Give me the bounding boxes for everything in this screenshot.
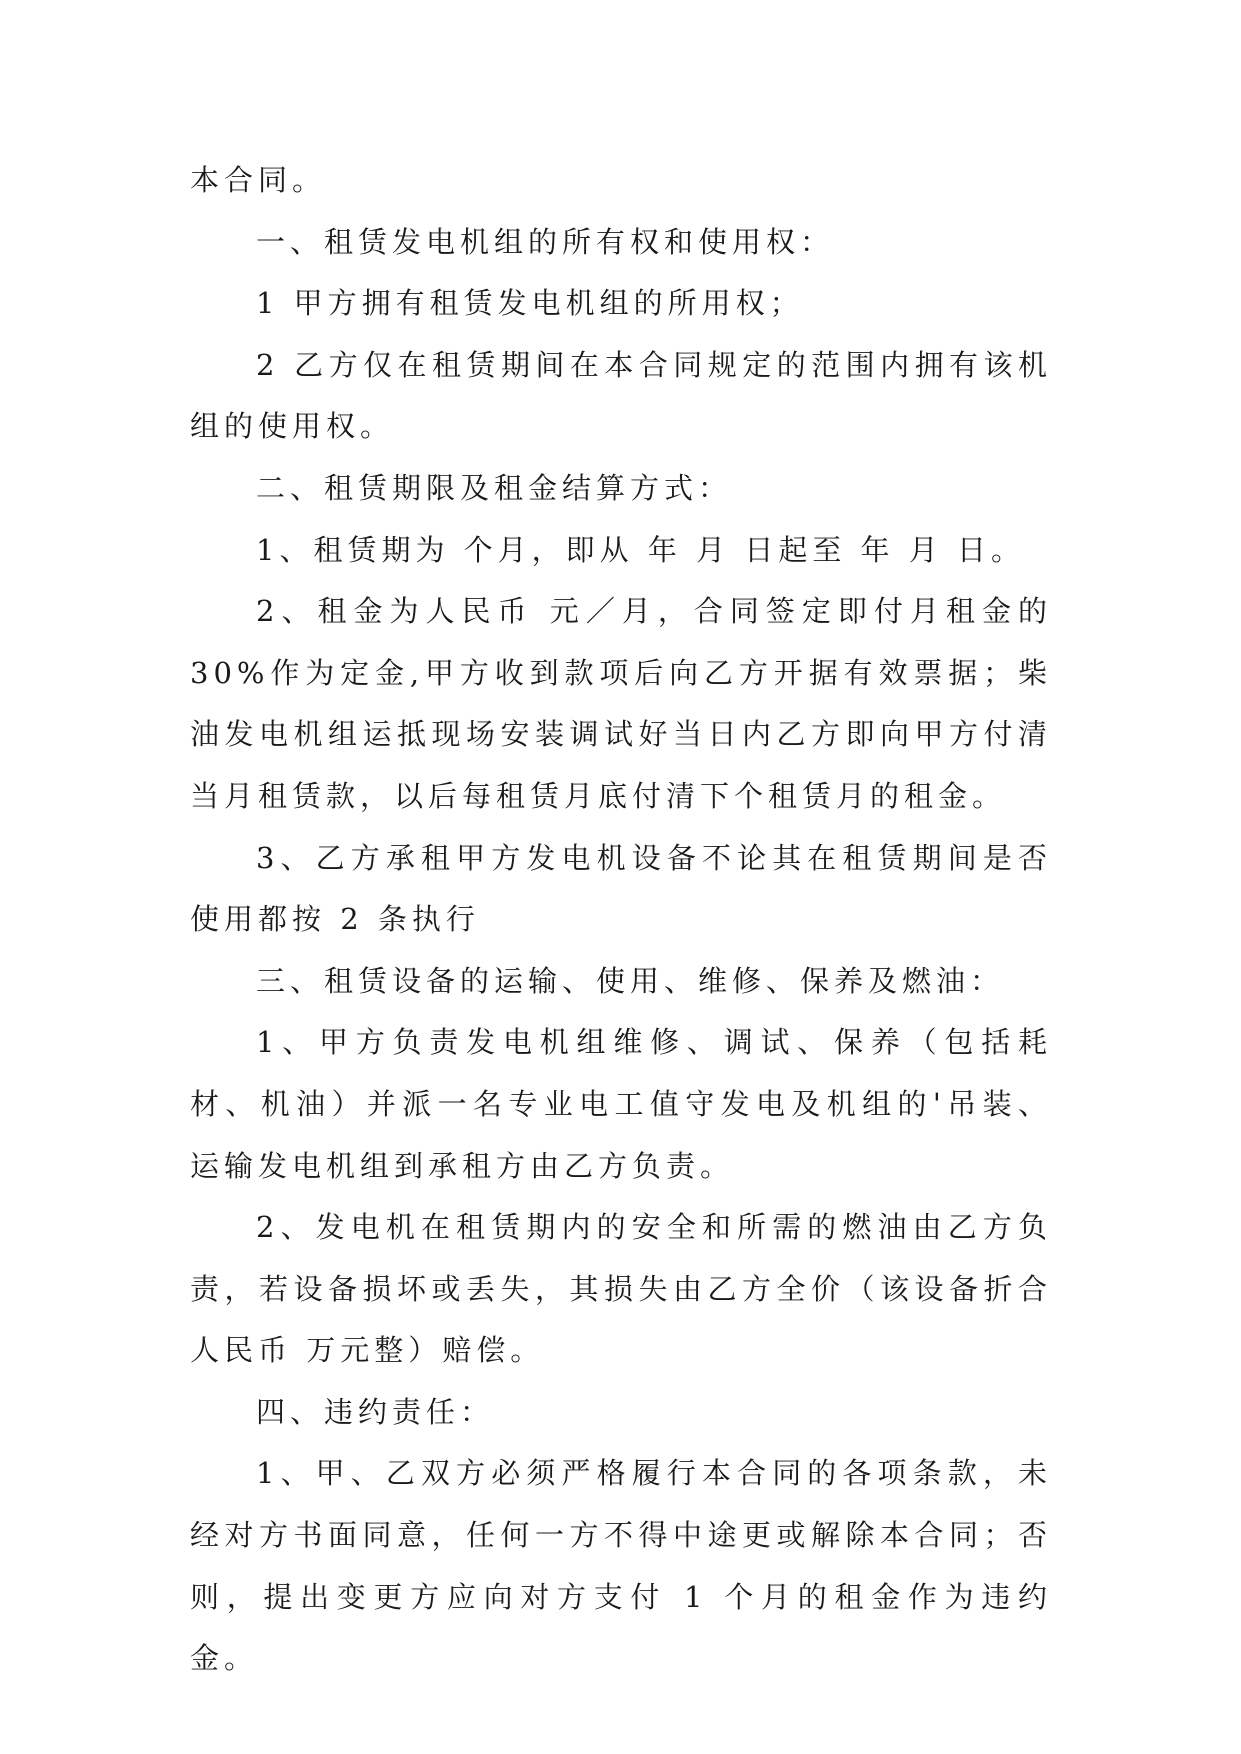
paragraph-1: 本合同。	[190, 163, 327, 197]
paragraph-10: 1、甲方负责发电机组维修、调试、保养（包括耗材、机油）并派一名专业电工值守发电及机组的'吊装、运输发电机组到承租方由乙方负责。	[190, 1025, 1052, 1183]
paragraph-7: 2、租金为人民币 元／月，合同签定即付月租金的 30%作为定金,甲方收到款项后向乙方开据有效票据；柴油发电机组运抵现场安装调试好当日内乙方即向甲方付清当月租赁款，以后每租赁月底付清下个租赁月的租金。	[190, 594, 1052, 813]
section-heading-term-rent: 二、租赁期限及租金结算方式：	[256, 470, 733, 505]
paragraph-8: 3、乙方承租甲方发电机设备不论其在租赁期间是否使用都按 2 条执行	[190, 840, 1052, 937]
paragraph-11: 2、发电机在租赁期内的安全和所需的燃油由乙方负责，若设备损坏或丢失，其损失由乙方全价（该设备折合人民币 万元整）赔偿。	[190, 1210, 1052, 1368]
section-heading-liability: 四、违约责任：	[256, 1394, 495, 1429]
document-body	[190, 150, 1052, 1690]
section-heading-transport-maintenance: 三、租赁设备的运输、使用、维修、保养及燃油：	[256, 963, 1005, 998]
paragraph-3: 1 甲方拥有租赁发电机组的所用权；	[256, 286, 804, 321]
paragraph-4: 2 乙方仅在租赁期间在本合同规定的范围内拥有该机组的使用权。	[190, 347, 1052, 444]
paragraph-6: 1、租赁期为 个月，即从 年 月 日起至 年 月 日。	[256, 532, 1025, 567]
section-heading-ownership: 一、租赁发电机组的所有权和使用权：	[256, 224, 835, 259]
paragraph-13: 1、甲、乙双方必须严格履行本合同的各项条款，未经对方书面同意，任何一方不得中途更或解除本合同；否则，提出变更方应向对方支付 1 个月的租金作为违约金。	[190, 1456, 1052, 1676]
